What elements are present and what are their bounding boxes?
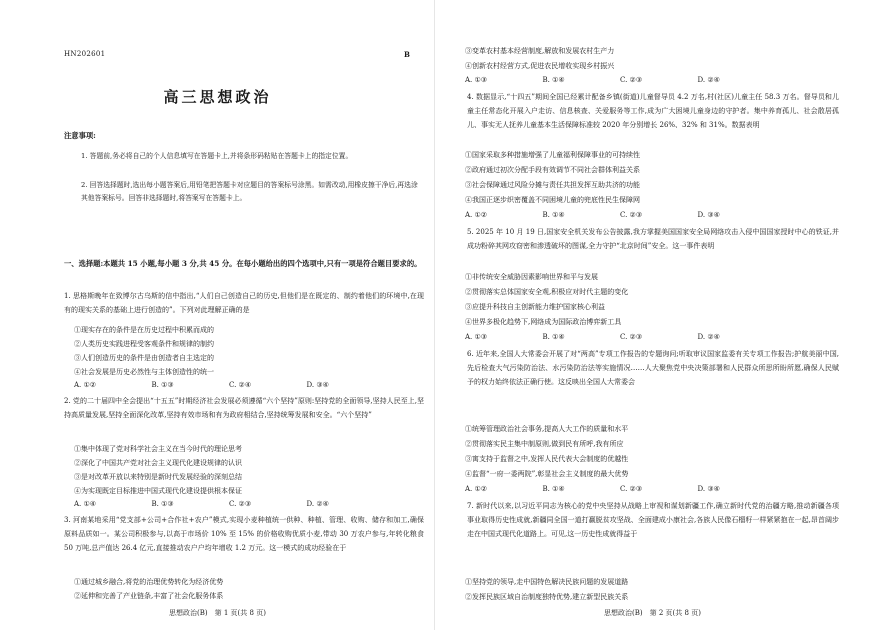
q1-choice-b[interactable]: B. ①③ xyxy=(151,381,174,389)
q1-item-2: ②人类历史实践进程受客观条件和规律的制约 xyxy=(74,340,214,348)
q5-item-4: ④世界多极化趋势下,网络成为国际政治博弈新工具 xyxy=(465,318,622,326)
q3-choice-b[interactable]: B. ①④ xyxy=(542,76,565,84)
q2-item-3: ③是对改革开放以来特别是新时代发展经验的深刻总结 xyxy=(74,473,242,481)
q6-choice-d[interactable]: D. ③④ xyxy=(697,485,720,493)
q1-choice-c[interactable]: C. ②④ xyxy=(229,381,252,389)
q2-choice-b[interactable]: B. ①③ xyxy=(151,500,174,508)
q3-choice-d[interactable]: D. ②④ xyxy=(697,76,720,84)
q3-choices xyxy=(465,76,775,84)
q1-stem: 1. 思格斯晚年在致博尔古乌斯的信中指出,“人们自己创造自己的历史,但他们是在既定的、制约着他们的环境中,在现有的现实关系的基础上进行创造的”。下列对此理解正确的是 xyxy=(64,292,424,314)
q7-stem: 7. 新时代以来,以习近平同志为核心的党中央坚持从战略上审视和谋划新疆工作,确立新时代党的治疆方略,推动新疆各项事业取得历史性成就,新疆同全国一道打赢脱贫攻坚战、全面建成小康社会,各族人民像石榴籽一样紧紧抱在一起,昂首阔步走在中国式现代化道路上。可见,这一历史性成就得益于 xyxy=(467,502,839,538)
q6-item-4: ④监督“一府一委两院”,彰显社会主义制度的最大优势 xyxy=(465,470,629,478)
q6-choice-b[interactable]: B. ①④ xyxy=(542,485,565,493)
q2-choice-d[interactable]: D. ②④ xyxy=(306,500,329,508)
q6-stem: 6. 近年来,全国人大常委会开展了对“两高”专项工作报告的专题询问;听取审议国家监委有关专项工作报告;护航美丽中国,先后检查大气污染防治法、水污染防治法等实施情况……人大聚焦党中央决策部署和人民群众所思所盼所愿,确保人民赋予的权力始终依法正确行使。这反映出全国人大常委会 xyxy=(467,350,839,386)
q2-stem: 2. 党的二十届四中全会提出“十五五”时期经济社会发展必须遵循“六个坚持”原则:坚持党的全面领导,坚持人民至上,坚持高质量发展,坚持全面深化改革,坚持有效市场和有为政府相结合,坚持统筹发展和安全。“六个坚持” xyxy=(64,397,424,419)
q1-item-3: ③人们创造历史的条件是由创造者自主选定的 xyxy=(74,354,214,362)
q7-item-1: ①坚持党的领导,走中国特色解决民族问题的发展道路 xyxy=(465,578,629,586)
q5-choices xyxy=(465,333,775,341)
q5-choice-b[interactable]: B. ①④ xyxy=(542,333,565,341)
q3-item-1: ①通过城乡融合,将党的治理优势转化为经济优势 xyxy=(74,578,224,586)
q4-item-3: ③社会保障通过风险分摊与责任共担发挥互助共济的功能 xyxy=(465,181,640,189)
q6-choices xyxy=(465,485,775,493)
page-footer-1: 思想政治(B) 第 1 页(共 8 页) xyxy=(169,609,266,617)
q3-item-4: ④创新农村经营方式,促进农民增收实现乡村振兴 xyxy=(465,62,615,70)
q1-choice-d[interactable]: D. ③④ xyxy=(306,381,329,389)
paper-code: HN202601 xyxy=(64,50,106,58)
q6-choice-a[interactable]: A. ①② xyxy=(465,485,488,493)
q5-item-3: ③应提升科技自主创新能力维护国家核心利益 xyxy=(465,303,605,311)
q4-item-4: ④我国正逐步织密覆盖不同困境儿童的兜底性民生保障网 xyxy=(465,196,640,204)
q4-choice-b[interactable]: B. ①④ xyxy=(542,211,565,219)
q2-item-4: ④为实现既定目标推进中国式现代化建设提供根本保证 xyxy=(74,487,242,495)
notice-heading: 注意事项: xyxy=(64,131,96,140)
q2-choice-c[interactable]: C. ②③ xyxy=(229,500,252,508)
page-title: 高三思想政治 xyxy=(163,88,272,106)
q1-choices xyxy=(74,381,384,389)
q5-choice-d[interactable]: D. ②④ xyxy=(697,333,720,341)
page-footer-2: 思想政治(B) 第 2 页(共 8 页) xyxy=(604,609,701,617)
q2-choices xyxy=(74,500,384,508)
q5-stem: 5. 2025 年 10 月 19 日,国家安全机关发布公告披露,我方掌握美国国家安全局网络攻击入侵中国国家授时中心的铁证,并成功粉碎其网攻窃密和渗透破坏的图谋,全力守护“北京时间”安全。这一事件表明 xyxy=(467,228,839,250)
q4-item-2: ②政府通过初次分配手段有效调节不同社会群体利益关系 xyxy=(465,166,640,174)
q3-stem: 3. 河南某地采用“党支部+公司+合作社+农户”模式,实现小麦种植统一供种、种植、管理、收购、储存和加工,确保原料品质如一。某公司积极参与,以高于市场价 10% 至 15% 的价格收购优质小麦,带动 30 万农户参与,年转化粮食 50 万吨,总产值达 26.4 亿元,直接推动农户户均年增收 1.2 万元。这一模式的成功经验在于 xyxy=(64,516,424,552)
q4-choice-a[interactable]: A. ①② xyxy=(465,211,488,219)
q2-item-1: ①集中体现了党对科学社会主义在当今时代的理论思考 xyxy=(74,445,242,453)
q2-item-2: ②深化了中国共产党对社会主义现代化建设规律的认识 xyxy=(74,459,242,467)
q3-item-3: ③变革农村基本经营制度,解放和发展农村生产力 xyxy=(465,47,615,55)
q5-item-2: ②贯彻落实总体国家安全观,积极应对时代主题的变化 xyxy=(465,288,629,296)
q7-item-2: ②发挥民族区域自治制度独特优势,建立新型民族关系 xyxy=(465,593,629,601)
q6-item-2: ②贯彻落实民主集中制原则,做到民有所呼,我有所应 xyxy=(465,440,624,448)
notice-item-2: 2. 回答选择题时,选出每小题答案后,用铅笔把答题卡对应题目的答案标号涂黑。如需改动,用橡皮擦干净后,再选涂其他答案标号。回答非选择题时,将答案写在答题卡上。 xyxy=(81,181,418,202)
q6-item-1: ①统筹管理政治社会事务,提高人大工作的质量和水平 xyxy=(465,425,629,433)
q5-choice-a[interactable]: A. ①③ xyxy=(465,333,488,341)
q4-choice-c[interactable]: C. ②③ xyxy=(620,211,643,219)
q2-choice-a[interactable]: A. ①④ xyxy=(74,500,97,508)
notice-item-1: 1. 答题前,务必将自己的个人信息填写在答题卡上,并将条形码粘贴在答题卡上的指定位置。 xyxy=(81,152,353,160)
q4-item-1: ①国家采取多种措施增强了儿童福利保障事业的可持续性 xyxy=(465,151,640,159)
q4-choice-d[interactable]: D. ③④ xyxy=(697,211,720,219)
q1-item-1: ①现实存在的条件是在历史过程中积累而成的 xyxy=(74,326,214,334)
q1-choice-a[interactable]: A. ①② xyxy=(74,381,97,389)
right-page xyxy=(435,0,870,630)
paper-version: B xyxy=(404,50,410,59)
q3-item-2: ②延伸和完善了产业链条,丰富了社会化服务体系 xyxy=(74,592,224,600)
q5-item-1: ①非传统安全威胁因素影响世界和平与发展 xyxy=(465,273,598,281)
q1-item-4: ④社会发展是历史必然性与主体创造性的统一 xyxy=(74,368,214,376)
q4-choices xyxy=(465,211,775,219)
q3-choice-a[interactable]: A. ①③ xyxy=(465,76,488,84)
q6-choice-c[interactable]: C. ②③ xyxy=(620,485,643,493)
q3-choice-c[interactable]: C. ②③ xyxy=(620,76,643,84)
q6-item-3: ③寓支持于监督之中,发挥人民代表大会制度的优越性 xyxy=(465,455,629,463)
q4-stem: 4. 数据显示,“十四五”期间全国已经累计配备乡镇(街道)儿童督导员 4.2 万名,村(社区)儿童主任 58.3 万名。督导员和儿童主任常态化开展入户走访、信息核查、关爱服务等工作,成为广大困境儿童身边的守护者。集中养育孤儿、社会散居孤儿、事实无人抚养儿童基本生活保障标准较 2020 年分别增长 26%、32% 和 31%。数据表明 xyxy=(467,93,839,129)
section-heading: 一、选择题:本题共 15 小题,每小题 3 分,共 45 分。在每小题给出的四个选项中,只有一项是符合题目要求的。 xyxy=(64,259,422,268)
q5-choice-c[interactable]: C. ②③ xyxy=(620,333,643,341)
